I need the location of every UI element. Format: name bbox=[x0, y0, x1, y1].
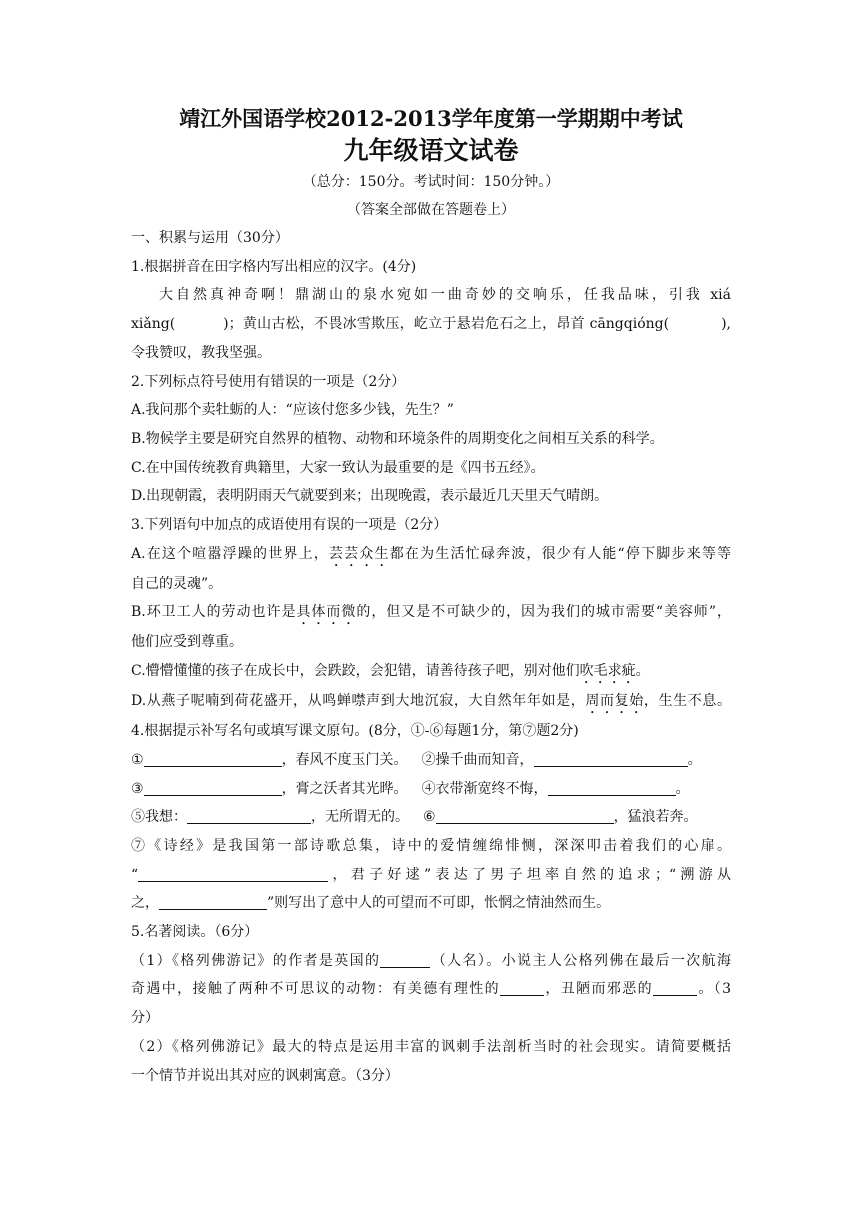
q3-option-a-cont: 自己的灵魂”。 bbox=[131, 575, 223, 592]
exam-info: （总分：150分。考试时间：150分钟。） bbox=[302, 174, 560, 190]
q2-option-c: C.在中国传统教育典籍里，大家一致认为最重要的是《四书五经》。 bbox=[131, 459, 545, 476]
q1-prompt: 1.根据拼音在田字格内写出相应的汉字。(4分) bbox=[131, 258, 417, 275]
fill-blank[interactable] bbox=[380, 951, 430, 968]
q3-option-d: D.从燕子呢喃到荷花盛开，从鸣蝉噤声到大地沉寂，大自然年年如是，周而复始，生生不息。 bbox=[131, 693, 731, 710]
fill-blank[interactable] bbox=[144, 779, 282, 796]
fill-blank[interactable] bbox=[500, 979, 544, 996]
q4-row-6: 之， ”则写出了意中人的可望而不可即，怅惘之情油然而生。 bbox=[131, 895, 611, 912]
q5-prompt: 5.名著阅读。（6分） bbox=[131, 924, 259, 941]
q2-option-d: D.出现朝霞，表明阴雨天气就要到来；出现晚霞，表示最近几天里天气晴朗。 bbox=[131, 488, 609, 505]
fill-blank[interactable] bbox=[138, 865, 328, 882]
q1-passage-line1: 大自然真神奇啊！鼎湖山的泉水宛如一曲奇妙的交响乐，任我品味，引我 xiá bbox=[159, 287, 731, 304]
q4-row-2: ③ ，膏之沃者其光晔。 ④衣带渐宽终不悔， 。 bbox=[131, 780, 690, 797]
fill-blank[interactable] bbox=[144, 750, 282, 767]
fill-blank[interactable] bbox=[548, 779, 676, 796]
fill-blank[interactable] bbox=[436, 807, 614, 824]
dotted-idiom: 芸芸众生 bbox=[329, 545, 390, 562]
dotted-idiom: 周而复始 bbox=[585, 693, 644, 710]
q1-passage-line3: 令我赞叹，教我坚强。 bbox=[131, 344, 271, 361]
exam-page bbox=[131, 100, 731, 1090]
q5-part2-line2: 一个情节并说出其对应的讽刺寓意。（3分） bbox=[131, 1067, 399, 1084]
fill-blank[interactable] bbox=[187, 807, 311, 824]
fill-blank[interactable] bbox=[534, 750, 688, 767]
section-heading: 一、积累与运用（30分） bbox=[131, 230, 289, 246]
dotted-idiom: 具体而微 bbox=[296, 604, 357, 621]
exam-title: 靖江外国语学校2012-2013学年度第一学期期中考试 bbox=[179, 106, 683, 131]
q1-passage-line2: xiǎng( )；黄山古松，不畏冰雪欺压，屹立于悬岩危石之上，昂首 cāngqióng( ), bbox=[131, 316, 731, 333]
q4-row-5: “ ，君子好逑”表达了男子坦率自然的追求；“溯游从 bbox=[131, 866, 731, 883]
dotted-idiom: 吹毛求疵 bbox=[579, 663, 636, 680]
q5-part1-line2: 奇遇中，接触了两种不可思议的动物：有美德有理性的 ，丑陋而邪恶的 。（3 bbox=[131, 981, 731, 998]
q4-row-3: ⑤我想： ，无所谓无的。 ⑥ ，猛浪若奔。 bbox=[131, 809, 698, 826]
q2-option-a: A.我问那个卖牡蛎的人：“应该付您多少钱，先生？” bbox=[131, 402, 454, 419]
q5-part2-line1: （2）《格列佛游记》最大的特点是运用丰富的讽刺手法剖析当时的社会现实。请简要概括 bbox=[131, 1038, 731, 1055]
q2-option-b: B.物候学主要是研究自然界的植物、动物和环境条件的周期变化之间相互关系的科学。 bbox=[131, 430, 664, 447]
q3-option-b-cont: 他们应受到尊重。 bbox=[131, 634, 243, 651]
q5-part1-line1: （1）《格列佛游记》的作者是英国的 （人名）。小说主人公格列佛在最后一次航海 bbox=[131, 952, 732, 969]
q4-row-1: ① ，春风不度玉门关。 ②操千曲而知音， 。 bbox=[131, 751, 702, 768]
q3-prompt: 3.下列语句中加点的成语使用有误的一项是（2分） bbox=[131, 517, 448, 534]
answer-note: （答案全部做在答题卷上） bbox=[347, 202, 515, 218]
fill-blank[interactable] bbox=[159, 893, 267, 910]
q3-option-c: C.懵懵懂懂的孩子在成长中，会跌跤，会犯错，请善待孩子吧，别对他们吹毛求疵。 bbox=[131, 663, 650, 680]
q5-part1-line3: 分） bbox=[131, 1010, 159, 1027]
q2-prompt: 2.下列标点符号使用有错误的一项是（2分） bbox=[131, 373, 406, 390]
q3-option-b: B.环卫工人的劳动也许是具体而微的，但又是不可缺少的，因为我们的城市需要“美容师”， bbox=[131, 604, 731, 621]
q4-prompt: 4.根据提示补写名句或填写课文原句。(8分，①-⑥每题1分，第⑦题2分) bbox=[131, 723, 579, 740]
q3-option-a: A.在这个喧嚣浮躁的世界上，芸芸众生都在为生活忙碌奔波，很少有人能“停下脚步来等等 bbox=[131, 545, 732, 562]
fill-blank[interactable] bbox=[653, 979, 697, 996]
q4-row-4: ⑦《诗经》是我国第一部诗歌总集，诗中的爱情缠绵悱恻，深深叩击着我们的心扉。 bbox=[131, 837, 731, 854]
exam-subtitle: 九年级语文试卷 bbox=[343, 136, 519, 165]
